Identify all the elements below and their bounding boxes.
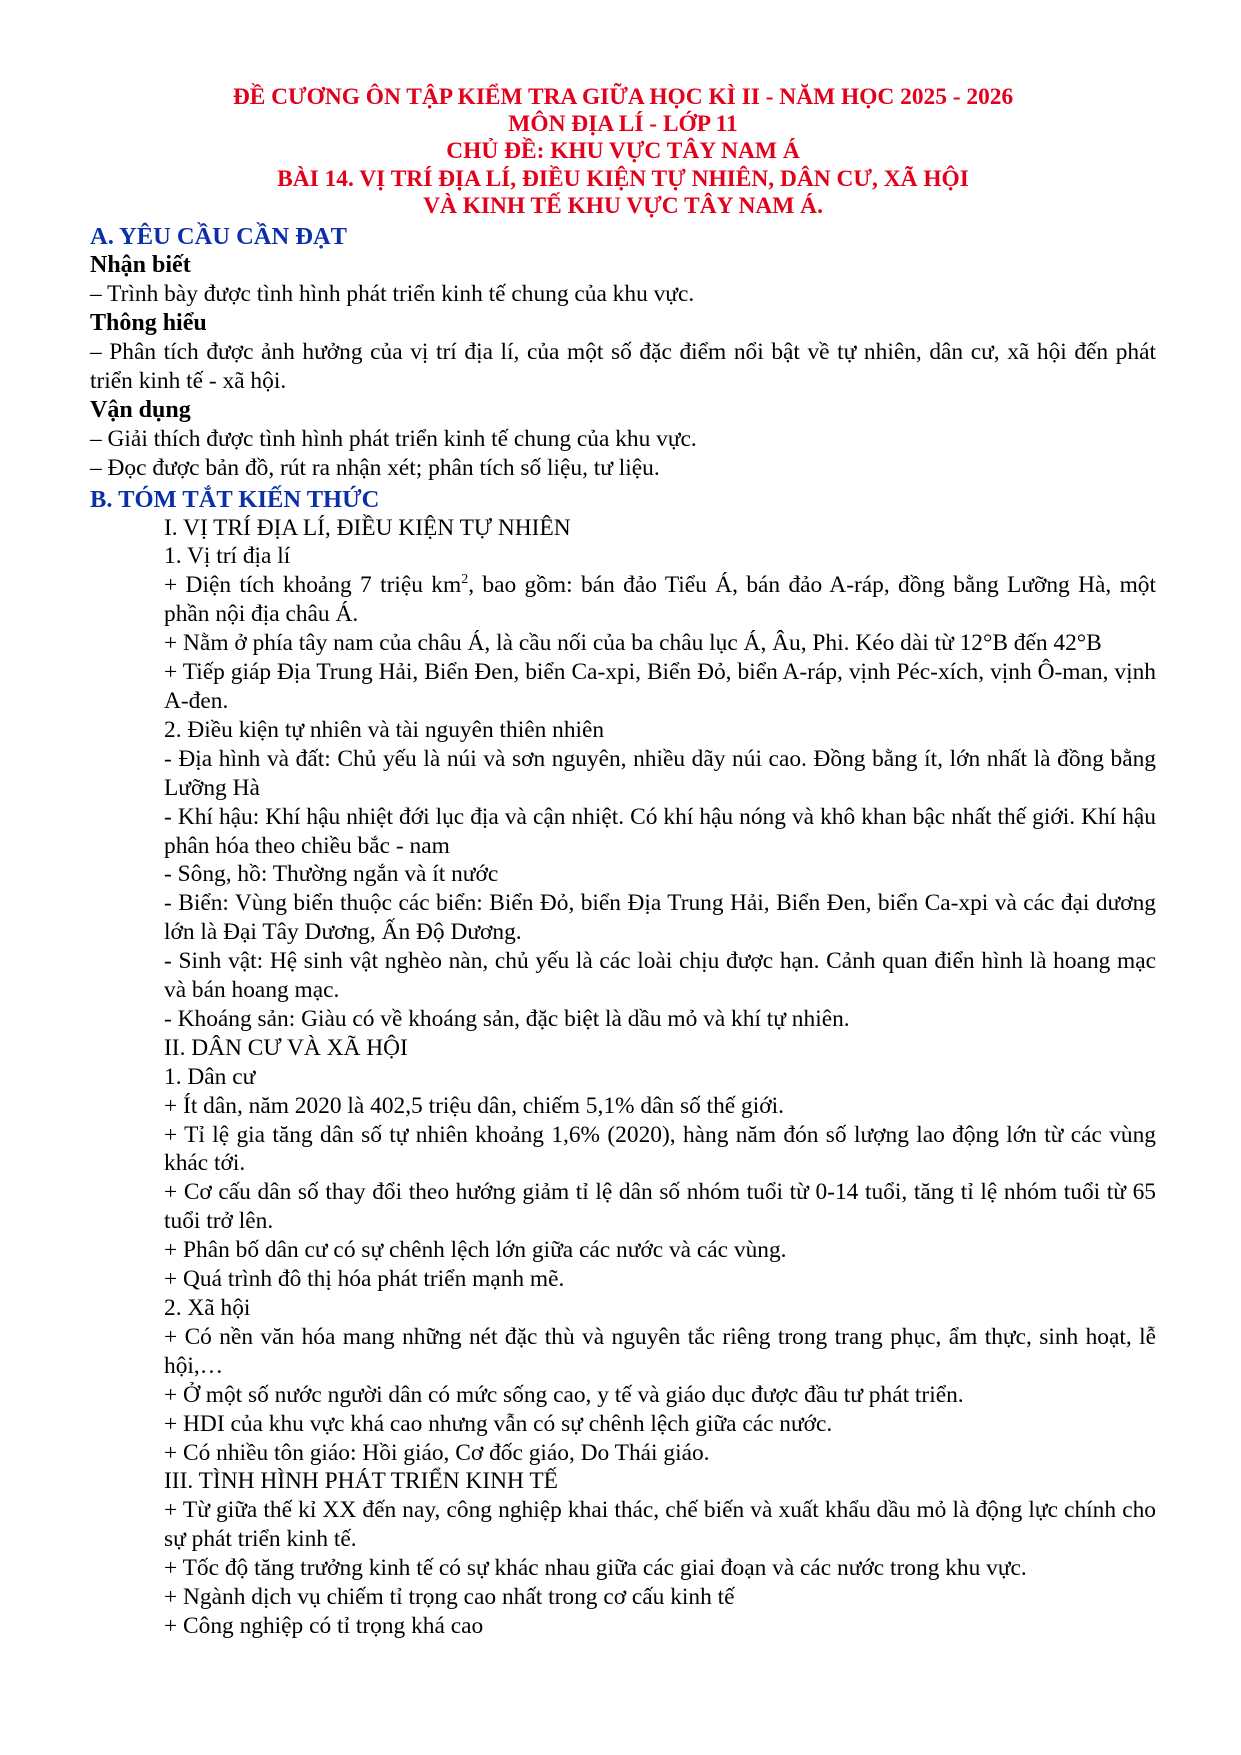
thong-hieu-heading: Thông hiểu [90,309,207,336]
list-item: + Từ giữa thế kỉ XX đến nay, công nghiệp khai thác, chế biến và xuất khẩu dầu mỏ là động lực chính cho sự phát triển kinh tế. [164,1497,1156,1553]
header-lesson: BÀI 14. VỊ TRÍ ĐỊA LÍ, ĐIỀU KIỆN TỰ NHIÊN, DÂN CƯ, XÃ HỘI [277,165,969,192]
area-superscript: 2 [461,572,469,588]
list-item: - Địa hình và đất: Chủ yếu là núi và sơn nguyên, nhiều dãy núi cao. Đồng bằng ít, lớn nhất là đồng bằng Lưỡng Hà [164,745,1156,801]
part1-title: I. VỊ TRÍ ĐỊA LÍ, ĐIỀU KIỆN TỰ NHIÊN [164,514,571,541]
van-dung-heading: Vận dụng [90,396,191,423]
list-item: + HDI của khu vực khá cao nhưng vẫn có sự chênh lệch giữa các nước. [164,1410,833,1437]
part3-title: III. TÌNH HÌNH PHÁT TRIỂN KINH TẾ [164,1468,558,1495]
list-item: - Biển: Vùng biển thuộc các biển: Biển Đỏ, biển Địa Trung Hải, Biển Đen, biển Ca-xpi và các đại dương lớn là Đại Tây Dương, Ấn Độ Dương. [164,890,1156,946]
part2-sub1: 1. Dân cư [164,1063,256,1090]
list-item: + Nằm ở phía tây nam của châu Á, là cầu nối của ba châu lục Á, Âu, Phi. Kéo dài từ 12°B đến 42°B [164,630,1102,657]
list-item: - Khoáng sản: Giàu có về khoáng sản, đặc biệt là dầu mỏ và khí tự nhiên. [164,1005,850,1032]
list-item: – Trình bày được tình hình phát triển kinh tế chung của khu vực. [90,281,695,308]
list-item: + Công nghiệp có tỉ trọng khá cao [164,1612,484,1639]
nhan-biet-heading: Nhận biết [90,252,191,279]
area-item [164,571,1156,629]
section-a-title: A. YÊU CẦU CẦN ĐẠT [90,223,348,251]
list-item: - Khí hậu: Khí hậu nhiệt đới lục địa và cận nhiệt. Có khí hậu nóng và khô khan bậc nhất thế giới. Khí hậu phân hóa theo chiều bắc - nam [164,803,1156,859]
list-item: + Ít dân, năm 2020 là 402,5 triệu dân, chiếm 5,1% dân số thế giới. [164,1092,784,1119]
area-text: + Diện tích khoảng 7 triệu km [164,572,462,599]
part1-sub2: 2. Điều kiện tự nhiên và tài nguyên thiên nhiên [164,716,605,743]
list-item: + Có nhiều tôn giáo: Hồi giáo, Cơ đốc giáo, Do Thái giáo. [164,1439,710,1466]
header-subject: MÔN ĐỊA LÍ - LỚP 11 [508,111,738,138]
list-item: + Phân bố dân cư có sự chênh lệch lớn giữa các nước và các vùng. [164,1237,787,1264]
area-text-cont: , bao gồm: bán đảo Tiểu Á, bán đảo A-ráp, đồng bằng Lưỡng Hà, một phần nội địa châu Á. [164,572,1156,628]
list-item: - Sông, hồ: Thường ngắn và ít nước [164,861,499,888]
header-lesson-cont: VÀ KINH TẾ KHU VỰC TÂY NAM Á. [423,192,823,219]
list-item: + Tỉ lệ gia tăng dân số tự nhiên khoảng 1,6% (2020), hàng năm đón số lượng lao động lớn từ các vùng khác tới. [164,1121,1156,1177]
part1-sub1: 1. Vị trí địa lí [164,543,291,570]
list-item: – Giải thích được tình hình phát triển kinh tế chung của khu vực. [90,425,697,452]
list-item: + Tiếp giáp Địa Trung Hải, Biển Đen, biển Ca-xpi, Biển Đỏ, biển A-ráp, vịnh Péc-xích, vịnh Ô-man, vịnh A-đen. [164,659,1156,714]
list-item: – Phân tích được ảnh hưởng của vị trí địa lí, của một số đặc điểm nổi bật về tự nhiên, dân cư, xã hội đến phát triển kinh tế - xã hội. [90,338,1156,394]
header-title: ĐỀ CƯƠNG ÔN TẬP KIỂM TRA GIỮA HỌC KÌ II - NĂM HỌC 2025 - 2026 [232,84,1014,110]
document-header [90,84,1156,220]
list-item: + Ngành dịch vụ chiếm tỉ trọng cao nhất trong cơ cấu kinh tế [164,1584,735,1611]
section-b-title: B. TÓM TẮT KIẾN THỨC [90,485,380,513]
header-topic: CHỦ ĐỀ: KHU VỰC TÂY NAM Á [446,138,800,165]
section-b-body [90,514,1156,1641]
part2-sub2: 2. Xã hội [164,1295,251,1322]
list-item: + Có nền văn hóa mang những nét đặc thù và nguyên tắc riêng trong trang phục, ẩm thực, sinh hoạt, lễ hội,… [164,1323,1156,1379]
list-item: - Sinh vật: Hệ sinh vật nghèo nàn, chủ yếu là các loài chịu được hạn. Cảnh quan điển hình là hoang mạc và bán hoang mạc. [164,948,1156,1004]
list-item: + Cơ cấu dân số thay đổi theo hướng giảm tỉ lệ dân số nhóm tuổi từ 0-14 tuổi, tăng tỉ lệ nhóm tuổi từ 65 tuổi trở lên. [164,1179,1156,1235]
list-item: + Tốc độ tăng trưởng kinh tế có sự khác nhau giữa các giai đoạn và các nước trong khu vực. [164,1555,1027,1582]
list-item: + Quá trình đô thị hóa phát triển mạnh mẽ. [164,1266,565,1293]
list-item: + Ở một số nước người dân có mức sống cao, y tế và giáo dục được đầu tư phát triển. [164,1381,964,1408]
part2-title: II. DÂN CƯ VÀ XÃ HỘI [164,1034,408,1061]
list-item: – Đọc được bản đồ, rút ra nhận xét; phân tích số liệu, tư liệu. [90,454,660,481]
